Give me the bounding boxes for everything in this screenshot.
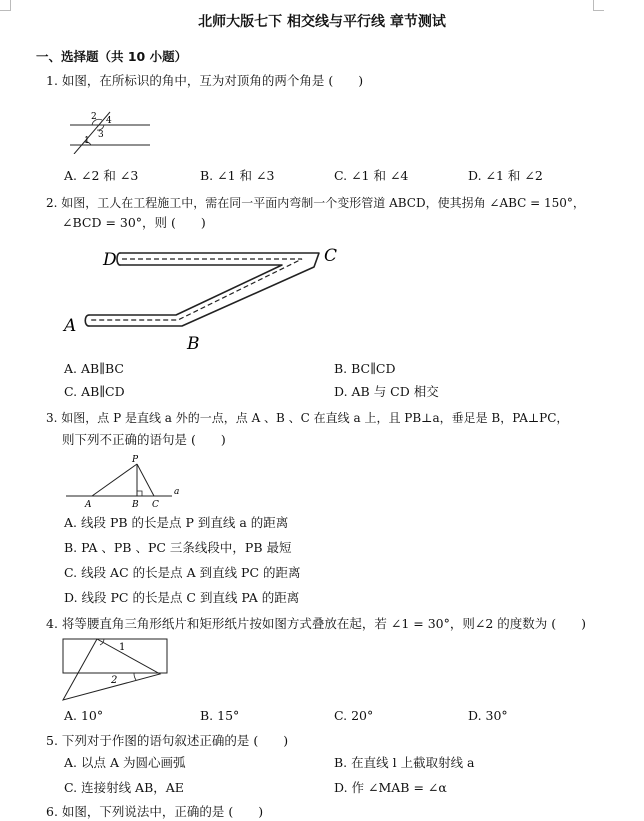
fig-label-d: D [103, 250, 117, 270]
question-2-option-a: A. AB∥BC [64, 361, 124, 376]
fig-label-c: C [152, 500, 159, 510]
page-title: 北师大版七下 相交线与平行线 章节测试 [198, 14, 446, 30]
question-5-option-c: C. 连接射线 AB，AE [64, 780, 184, 795]
fig-label-3: 3 [98, 130, 104, 140]
question-2-option-b: B. BC∥CD [334, 361, 396, 376]
question-1-option-b: B. ∠1 和 ∠3 [200, 168, 275, 183]
pipe-end-d [117, 253, 120, 265]
question-4-figure [60, 636, 170, 704]
fig-label-a: A [85, 500, 92, 510]
question-3-option-b: B. PA 、PB 、PC 三条线段中，PB 最短 [64, 540, 292, 555]
pipe-centerline [89, 259, 302, 320]
pipe-inner-edge [89, 265, 282, 315]
question-2-stem-line-1: 2. 如图，工人在工程施工中，需在同一平面内弯制一个变形管道 ABCD，使其拐角 ∠ABC = 150°， [46, 196, 585, 210]
question-1-option-c: C. ∠1 和 ∠4 [334, 168, 409, 183]
question-5-stem: 5. 下列对于作图的语句叙述正确的是 ( ) [46, 733, 289, 748]
fig-label-2: 2 [111, 675, 118, 686]
question-3-figure [64, 452, 194, 512]
question-3-option-a: A. 线段 PB 的长是点 P 到直线 a 的距离 [64, 515, 289, 530]
question-1-option-a: A. ∠2 和 ∠3 [64, 168, 139, 183]
fig-label-a: A [64, 316, 77, 336]
question-3-option-c: C. 线段 AC 的长是点 A 到直线 PC 的距离 [64, 565, 301, 580]
question-2-option-d: D. AB 与 CD 相交 [334, 384, 439, 399]
question-4-option-c: C. 20° [334, 708, 374, 723]
fig-label-line-a: a [174, 487, 180, 497]
question-5-option-a: A. 以点 A 为圆心画弧 [64, 755, 186, 770]
fig-label-p: P [132, 455, 139, 465]
question-6-stem: 6. 如图，下列说法中，正确的是 ( ) [46, 804, 264, 819]
fig-label-b: B [132, 500, 139, 510]
page-corner-mark [593, 0, 604, 11]
fig-label-b: B [187, 334, 200, 354]
fig-label-2: 2 [91, 112, 97, 122]
question-1-option-d: D. ∠1 和 ∠2 [468, 168, 543, 183]
question-3-stem-line-1: 3. 如图，点 P 是直线 a 外的一点，点 A 、B 、C 在直线 a 上，且 PB⊥a，垂足是 B，PA⊥PC， [46, 411, 569, 425]
rectangle-paper [63, 639, 167, 673]
segment-pa [92, 464, 137, 496]
question-5-option-d: D. 作 ∠MAB = ∠α [334, 780, 447, 795]
question-4-option-a: A. 10° [64, 708, 104, 723]
fig-label-1: 1 [119, 642, 126, 653]
question-4-option-b: B. 15° [200, 708, 240, 723]
fig-label-4: 4 [106, 116, 112, 126]
question-2-figure [62, 240, 352, 358]
question-4-stem: 4. 将等腰直角三角形纸片和矩形纸片按如图方式叠放在起，若 ∠1 = 30°，则∠2 的度数为 ( ) [46, 616, 587, 631]
question-3-stem-line-2: 则下列不正确的语句是 ( ) [62, 432, 226, 447]
right-angle-mark [137, 491, 142, 496]
question-2-stem-line-2: ∠BCD = 30°，则 ( ) [62, 215, 206, 230]
fig-label-c: C [324, 246, 338, 266]
page-corner-mark [0, 0, 11, 11]
question-2-option-c: C. AB∥CD [64, 384, 125, 399]
question-4-option-d: D. 30° [468, 708, 508, 723]
fig-label-1: 1 [84, 136, 90, 146]
question-1-stem: 1. 如图，在所标识的角中，互为对顶角的两个角是 ( ) [46, 73, 364, 88]
question-1-figure [64, 108, 164, 154]
angle-arc-2 [134, 673, 136, 680]
triangle-paper [63, 639, 160, 700]
section-heading: 一、选择题（共 10 小题） [36, 49, 188, 64]
question-5-option-b: B. 在直线 l 上截取射线 a [334, 755, 475, 770]
pipe-end-a [85, 315, 89, 326]
question-3-option-d: D. 线段 PC 的长是点 C 到直线 PA 的距离 [64, 590, 300, 605]
